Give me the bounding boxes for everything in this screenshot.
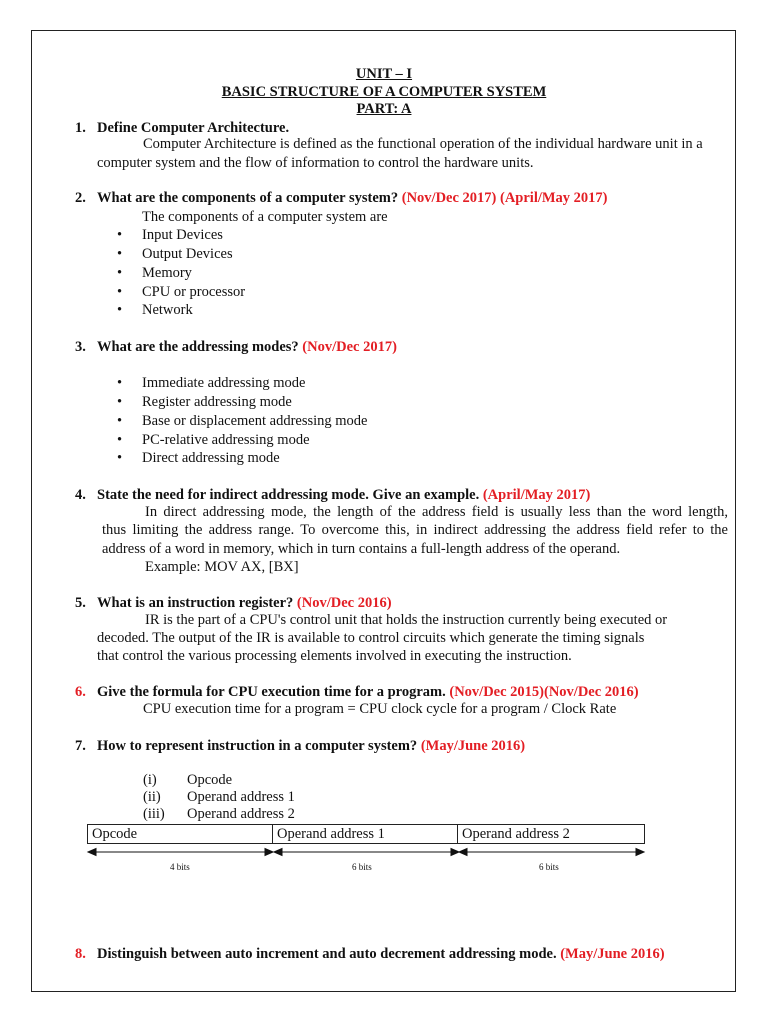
bits-label-opcode: 4 bits bbox=[170, 862, 190, 872]
list-item: Operand address 1 bbox=[187, 789, 295, 805]
question-7-text: How to represent instruction in a computer system? bbox=[97, 738, 418, 754]
bit-width-arrows bbox=[0, 844, 768, 860]
page-title: BASIC STRUCTURE OF A COMPUTER SYSTEM bbox=[221, 84, 547, 100]
answer-1-line-2: computer system and the flow of information to control the hardware units. bbox=[97, 155, 534, 171]
question-3-tag: (Nov/Dec 2017) bbox=[302, 339, 397, 355]
field-opcode: Opcode bbox=[88, 825, 273, 844]
question-3-text: What are the addressing modes? bbox=[97, 339, 299, 355]
question-8 bbox=[97, 946, 665, 963]
question-2 bbox=[97, 190, 608, 207]
question-7-tag: (May/June 2016) bbox=[420, 738, 526, 754]
question-8-number: 8. bbox=[75, 946, 86, 962]
question-1-text: Define Computer Architecture. bbox=[97, 120, 290, 136]
arrow-head bbox=[636, 849, 644, 856]
arrow-head bbox=[88, 849, 96, 856]
arrow-head bbox=[274, 849, 282, 856]
answer-4-line-3: address of a word in memory, which in turn contains a full-length address of the operand. bbox=[102, 541, 621, 557]
question-6 bbox=[97, 684, 639, 701]
list-item: • Input Devices bbox=[142, 227, 223, 244]
list-item: • Memory bbox=[142, 265, 192, 282]
question-3 bbox=[97, 339, 397, 356]
question-2-text: What are the components of a computer system? bbox=[97, 190, 399, 206]
question-5-text: What is an instruction register? bbox=[97, 595, 294, 611]
question-4 bbox=[97, 487, 590, 504]
question-6-text: Give the formula for CPU execution time for a program. bbox=[97, 684, 446, 700]
arrow-head bbox=[459, 849, 467, 856]
answer-5-line-1: IR is the part of a CPU's control unit that holds the instruction currently being executed or bbox=[145, 612, 668, 628]
answer-4-line-1: In direct addressing mode, the length of the address field is usually less than the word length, bbox=[145, 504, 728, 520]
unit-heading: UNIT – I bbox=[355, 66, 413, 82]
list-item-label: (i) bbox=[143, 772, 157, 788]
list-item: • PC-relative addressing mode bbox=[142, 432, 310, 449]
list-item: • Immediate addressing mode bbox=[142, 375, 305, 392]
question-5-tag: (Nov/Dec 2016) bbox=[296, 595, 392, 611]
part-heading: PART: A bbox=[356, 101, 412, 117]
answer-5-line-3: that control the various processing elements involved in executing the instruction. bbox=[97, 648, 572, 664]
question-7 bbox=[97, 738, 525, 755]
list-item: • Direct addressing mode bbox=[142, 450, 280, 467]
question-3-number: 3. bbox=[75, 339, 86, 355]
answer-1-line-1: Computer Architecture is defined as the functional operation of the individual hardware unit in a bbox=[143, 136, 703, 152]
field-operand-2: Operand address 2 bbox=[458, 825, 645, 844]
arrow-head bbox=[265, 849, 273, 856]
list-item: Operand address 2 bbox=[187, 806, 295, 822]
question-1-number: 1. bbox=[75, 120, 86, 136]
question-4-text: State the need for indirect addressing mode. Give an example. bbox=[97, 487, 480, 503]
list-item-label: (iii) bbox=[143, 806, 165, 822]
bits-label-operand-1: 6 bits bbox=[352, 862, 372, 872]
question-7-number: 7. bbox=[75, 738, 86, 754]
table-row bbox=[88, 825, 645, 844]
instruction-format-table bbox=[87, 824, 645, 844]
question-2-tag: (Nov/Dec 2017) (April/May 2017) bbox=[401, 190, 608, 206]
question-4-tag: (April/May 2017) bbox=[482, 487, 591, 503]
question-6-tag: (Nov/Dec 2015)(Nov/Dec 2016) bbox=[449, 684, 639, 700]
bits-label-operand-2: 6 bits bbox=[539, 862, 559, 872]
list-item: • Register addressing mode bbox=[142, 394, 292, 411]
field-operand-1: Operand address 1 bbox=[273, 825, 458, 844]
list-item: • Output Devices bbox=[142, 246, 233, 263]
question-8-text: Distinguish between auto increment and auto decrement addressing mode. bbox=[97, 946, 557, 962]
list-item: • CPU or processor bbox=[142, 284, 245, 301]
question-5-number: 5. bbox=[75, 595, 86, 611]
question-6-number: 6. bbox=[75, 684, 86, 700]
list-item: Opcode bbox=[187, 772, 233, 788]
question-4-number: 4. bbox=[75, 487, 86, 503]
answer-6-formula: CPU execution time for a program = CPU clock cycle for a program / Clock Rate bbox=[143, 701, 617, 717]
answer-4-example: Example: MOV AX, [BX] bbox=[145, 559, 299, 575]
question-8-tag: (May/June 2016) bbox=[560, 946, 665, 962]
answer-5-line-2: decoded. The output of the IR is available to control circuits which generate the timing signals bbox=[97, 630, 645, 646]
list-item: • Base or displacement addressing mode bbox=[142, 413, 368, 430]
answer-4-line-2: thus limiting the address range. To overcome this, in indirect addressing the address field refer to the bbox=[102, 522, 728, 538]
question-5 bbox=[97, 595, 392, 612]
answer-2-intro: The components of a computer system are bbox=[142, 209, 388, 225]
list-item-label: (ii) bbox=[143, 789, 161, 805]
list-item: • Network bbox=[142, 302, 193, 319]
question-2-number: 2. bbox=[75, 190, 86, 206]
